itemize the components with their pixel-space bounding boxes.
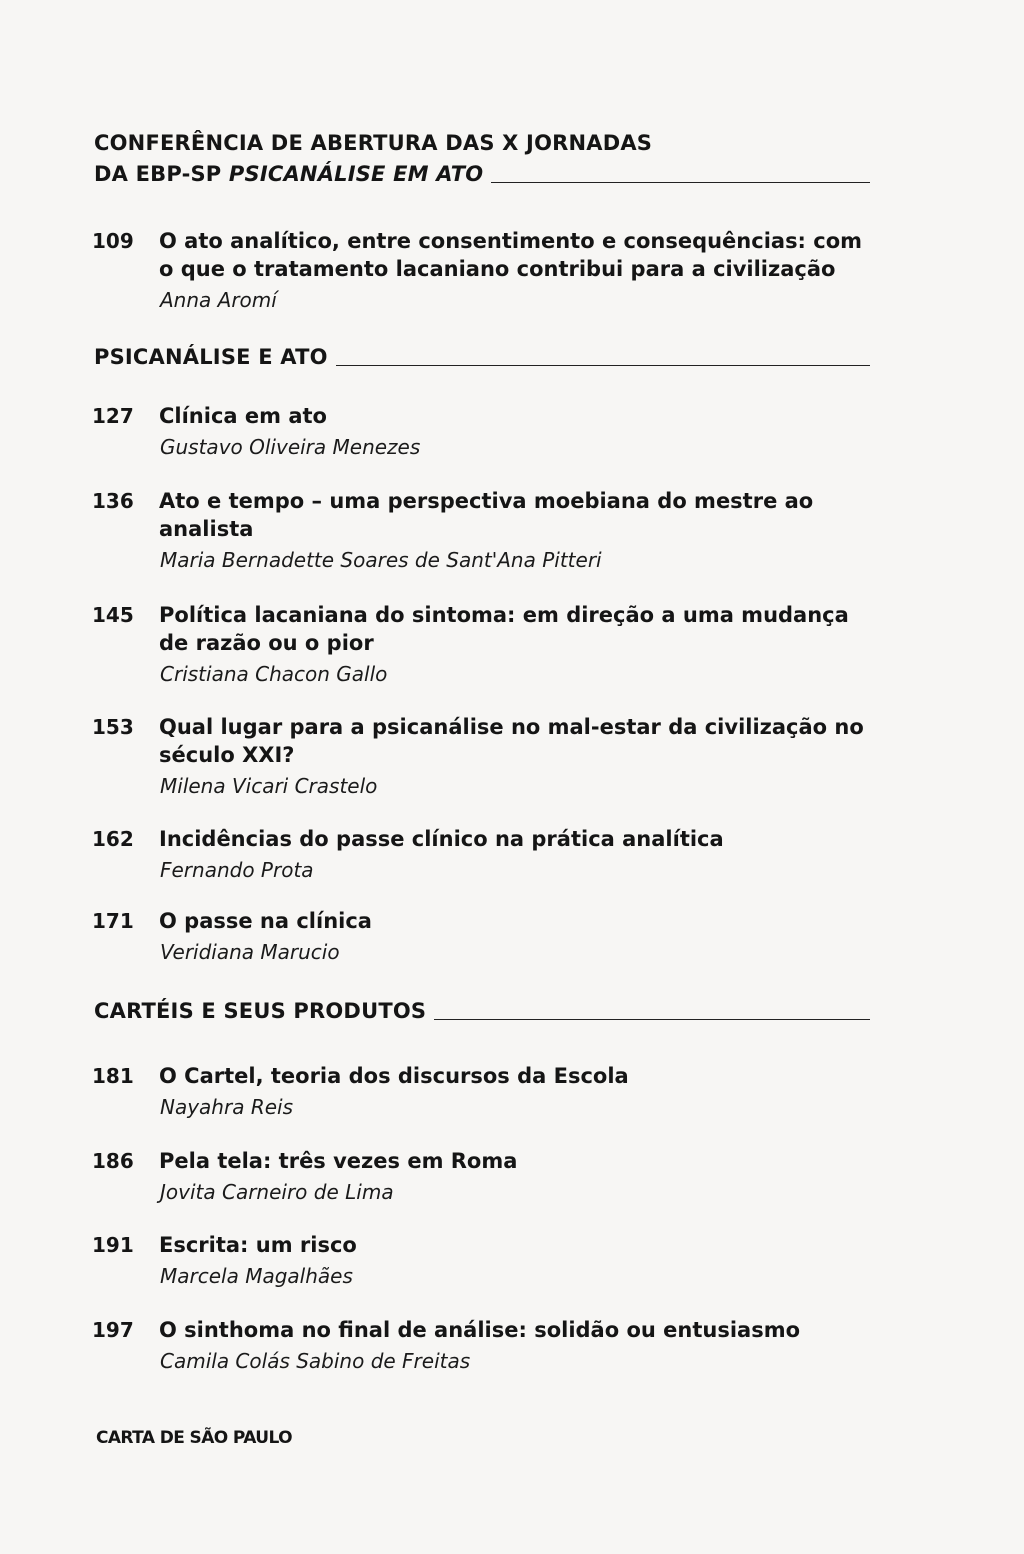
entry-author: Jovita Carneiro de Lima [160,1180,394,1204]
entry-author: Maria Bernadette Soares de Sant'Ana Pitteri [160,548,602,572]
entry-title: Incidências do passe clínico na prática analítica [159,827,724,851]
entry-title: O passe na clínica [159,909,372,933]
entry-author: Fernando Prota [160,858,314,882]
page-number: 191 [92,1233,134,1257]
entry-author: Cristiana Chacon Gallo [160,662,388,686]
section-heading-conferencia [94,128,870,190]
page-number: 186 [92,1149,134,1173]
entry-author: Gustavo Oliveira Menezes [160,435,421,459]
toc-entry[interactable] [92,713,882,801]
section-heading-carteis [94,996,870,1027]
section-heading-line2-italic: PSICANÁLISE EM ATO [228,162,484,186]
page-number: 162 [92,827,134,851]
entry-author: Anna Aromí [160,288,277,312]
toc-entry[interactable] [92,907,882,967]
entry-author: Marcela Magalhães [160,1264,353,1288]
entry-title: O ato analítico, entre consentimento e consequências: com o que o tratamento lacaniano contribui para a civilização [159,229,863,281]
entry-author: Veridiana Marucio [160,940,340,964]
entry-title: Política lacaniana do sintoma: em direção a uma mudança de razão ou o pior [159,603,849,655]
page-number: 109 [92,229,134,253]
entry-title: Pela tela: três vezes em Roma [159,1149,518,1173]
toc-entry[interactable] [92,487,882,575]
entry-title: Qual lugar para a psicanálise no mal-estar da civilização no século XXI? [159,715,864,767]
heading-rule [491,182,870,183]
section-heading-text: PSICANÁLISE E ATO [94,345,328,369]
page-number: 171 [92,909,134,933]
entry-author: Camila Colás Sabino de Freitas [160,1349,471,1373]
entry-author: Nayahra Reis [160,1095,293,1119]
toc-entry[interactable] [92,825,882,885]
entry-title: O sinthoma no final de análise: solidão ou entusiasmo [159,1318,801,1342]
entry-title: Escrita: um risco [159,1233,357,1257]
section-heading-text: CARTÉIS E SEUS PRODUTOS [94,999,427,1023]
heading-rule [336,365,870,366]
section-heading-psicanalise-e-ato [94,342,870,373]
toc-entry[interactable] [92,227,882,315]
entry-title: Ato e tempo – uma perspectiva moebiana do mestre ao analista [159,489,814,541]
toc-entry[interactable] [92,1316,882,1376]
heading-rule [434,1019,870,1020]
entry-title: O Cartel, teoria dos discursos da Escola [159,1064,629,1088]
running-footer: CARTA DE SÃO PAULO [96,1428,292,1448]
section-heading-line2-plain: DA EBP-SP [94,162,229,186]
page-number: 127 [92,404,134,428]
page-number: 136 [92,489,134,513]
entry-author: Milena Vicari Crastelo [160,774,378,798]
entry-title: Clínica em ato [159,404,327,428]
toc-entry[interactable] [92,402,882,462]
page-number: 153 [92,715,134,739]
toc-entry[interactable] [92,1062,882,1122]
toc-entry[interactable] [92,1231,882,1291]
section-heading-line1: CONFERÊNCIA DE ABERTURA DAS X JORNADAS [94,131,653,155]
page-number: 197 [92,1318,134,1342]
toc-entry[interactable] [92,601,882,689]
page-number: 145 [92,603,134,627]
toc-entry[interactable] [92,1147,882,1207]
page-number: 181 [92,1064,134,1088]
